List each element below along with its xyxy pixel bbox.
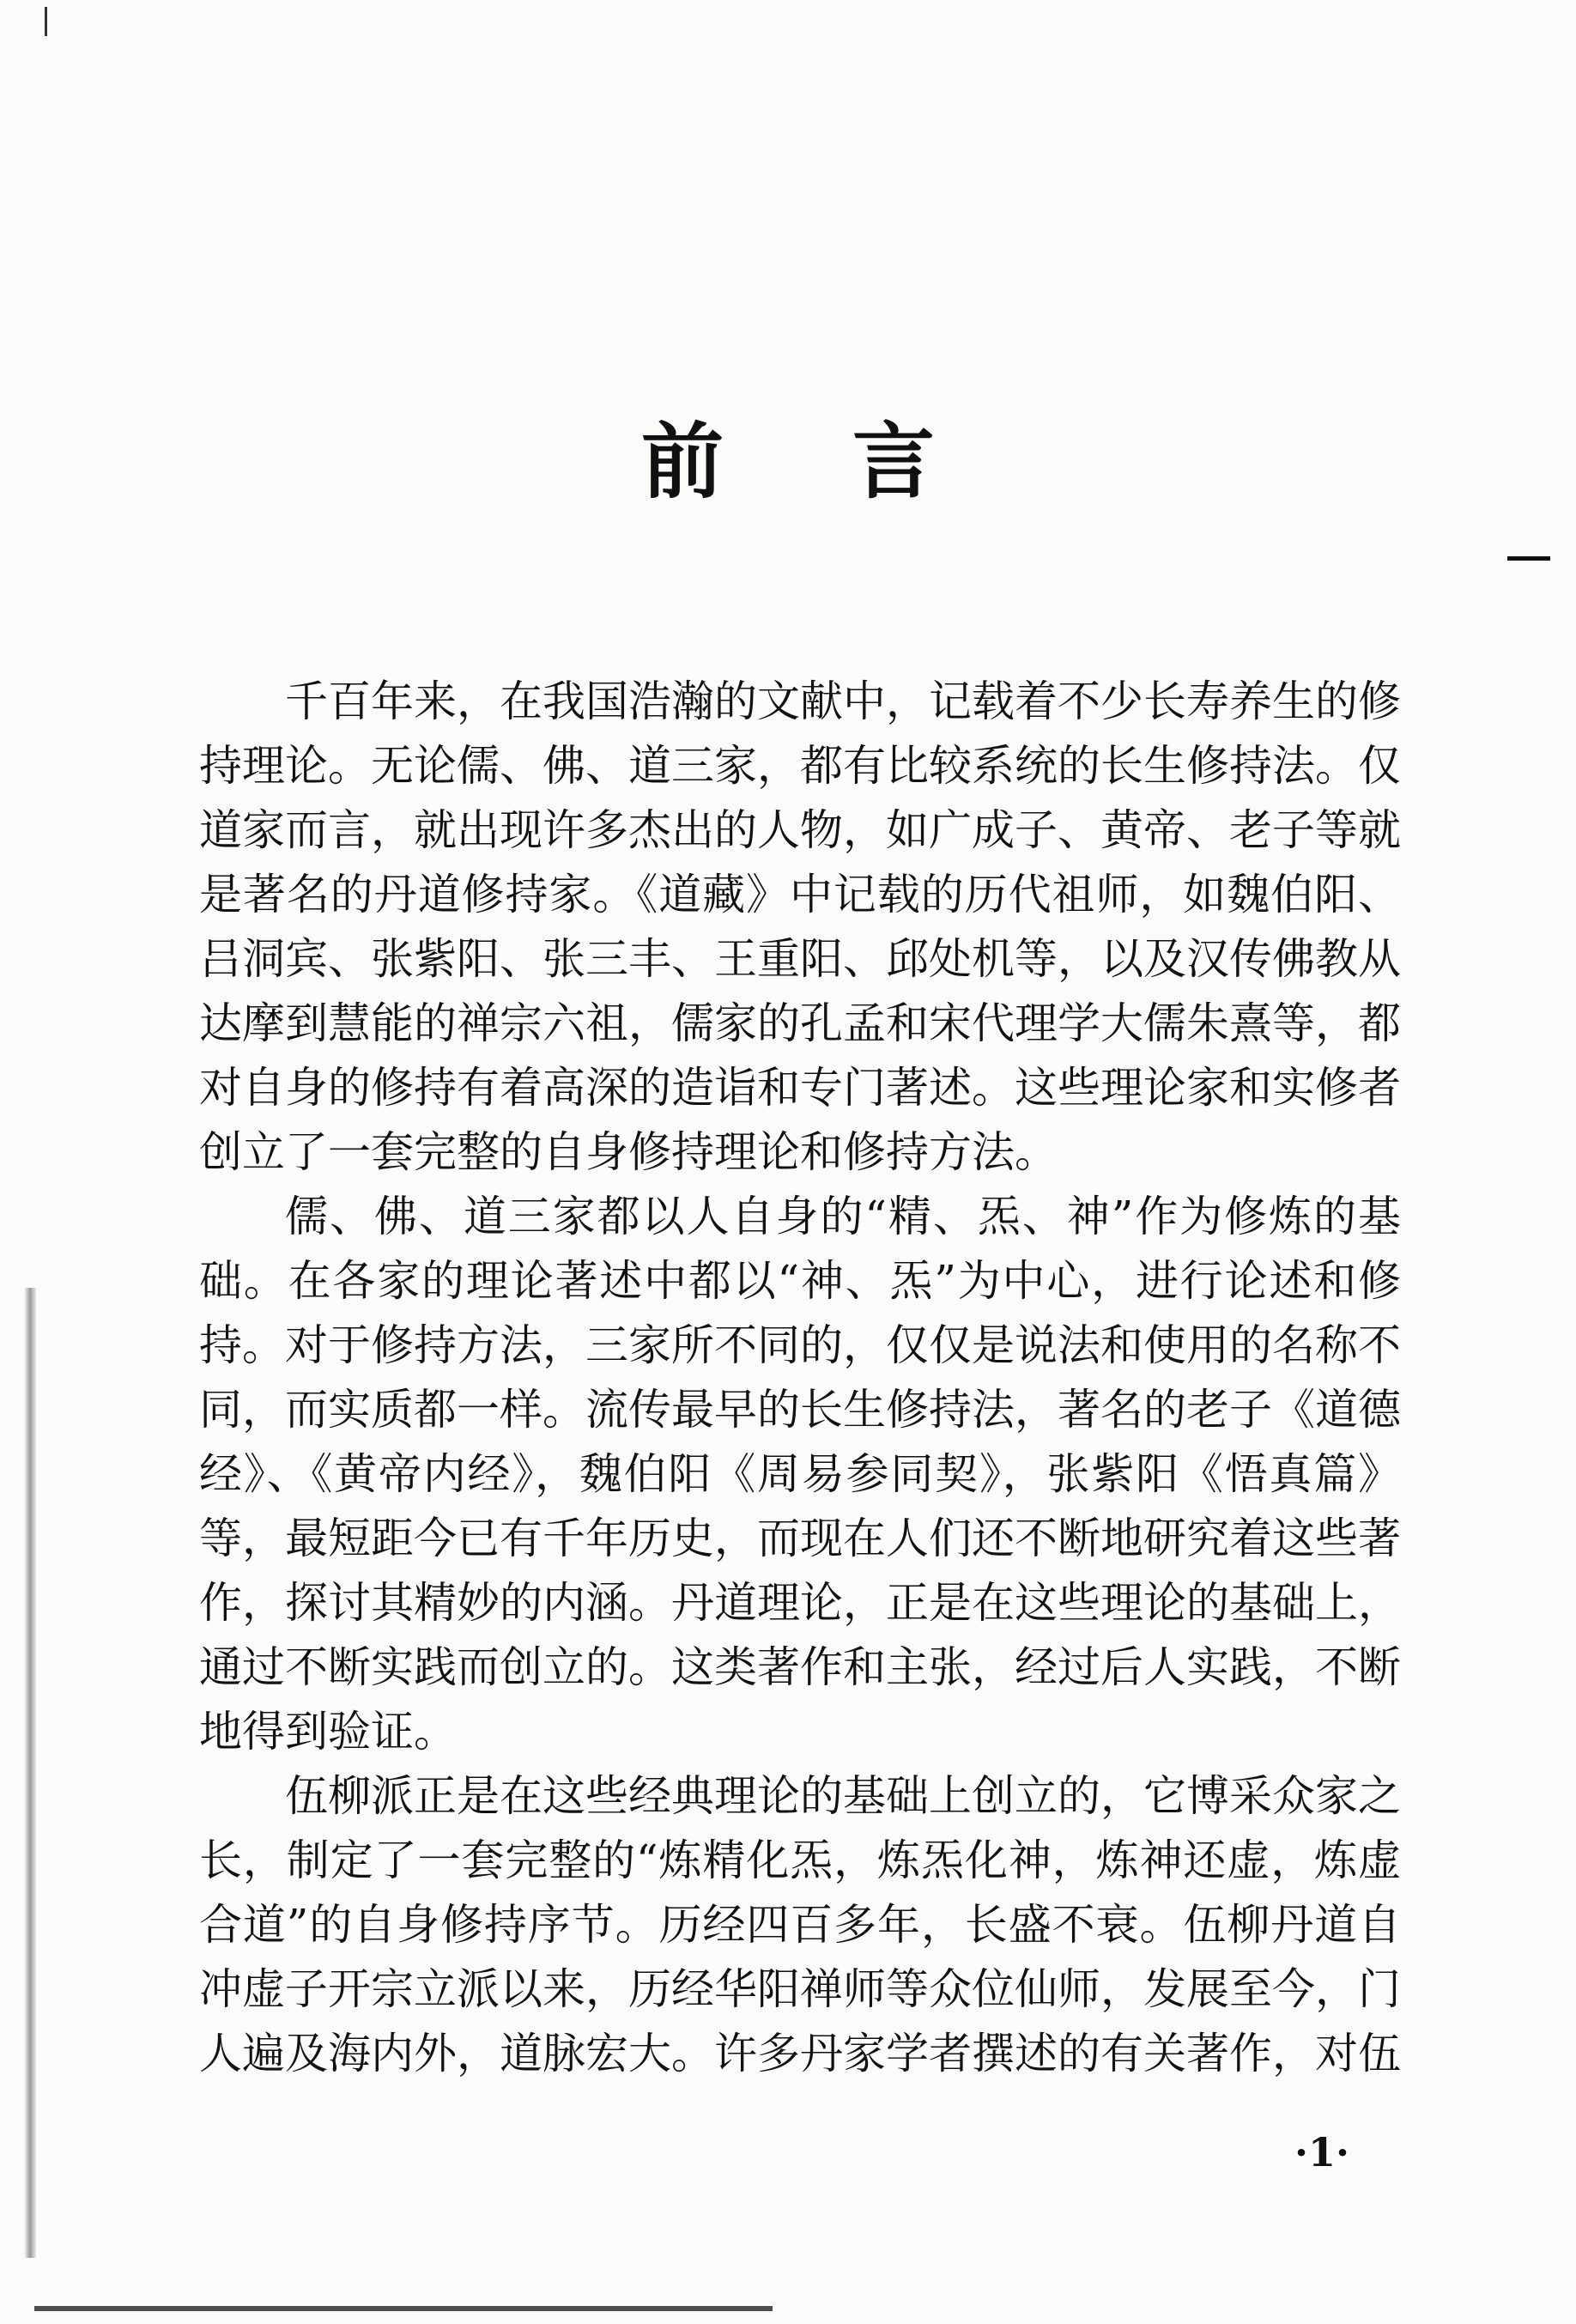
scan-mark — [1507, 556, 1550, 561]
paragraph: 千百年来，在我国浩瀚的文献中，记载着不少长寿养生的修持理论。无论儒、佛、道三家，都有比较系统的长生修持法。仅道家而言，就出现许多杰出的人物，如广成子、黄帝、老子等就是著名的丹道修持家。《道藏》中记载的历代祖师，如魏伯阳、吕洞宾、张紫阳、张三丰、王重阳、邱处机等，以及汉传佛教从达摩到慧能的禅宗六祖，儒家的孔孟和宋代理学大儒朱熹等，都对自身的修持有着高深的造诣和专门著述。这些理论家和实修者创立了一套完整的自身修持理论和修持方法。 — [199, 677, 1401, 1177]
paragraph: 伍柳派正是在这些经典理论的基础上创立的，它博采众家之长，制定了一套完整的“炼精化炁，炼炁化神，炼神还虚，炼虚合道”的自身修持序节。历经四百多年，长盛不衰。伍柳丹道自冲虚子开宗立派以来，历经华阳禅师等众位仙师，发展至今，门人遍及海内外，道脉宏大。许多丹家学者撰述的有关著作，对伍 — [199, 1771, 1401, 2078]
scan-mark — [45, 7, 47, 36]
paragraph: 儒、佛、道三家都以人自身的“精、炁、神”作为修炼的基础。在各家的理论著述中都以“神、炁”为中心，进行论述和修持。对于修持方法，三家所不同的，仅仅是说法和使用的名称不同，而实质都一样。流传最早的长生修持法，著名的老子《道德经》、《黄帝内经》，魏伯阳《周易参同契》，张紫阳《悟真篇》等，最短距今已有千年历史，而现在人们还不断地研究着这些著作，探讨其精妙的内涵。丹道理论，正是在这些理论的基础上，通过不断实践而创立的。这类著作和主张，经过后人实践，不断地得到验证。 — [199, 1192, 1401, 1757]
page-title: 前言 — [641, 413, 1064, 510]
body-text — [199, 670, 1401, 2086]
page-number: ·1· — [1294, 2129, 1350, 2175]
scan-edge-shadow — [34, 2306, 773, 2311]
scan-edge-shadow — [24, 1288, 36, 2258]
